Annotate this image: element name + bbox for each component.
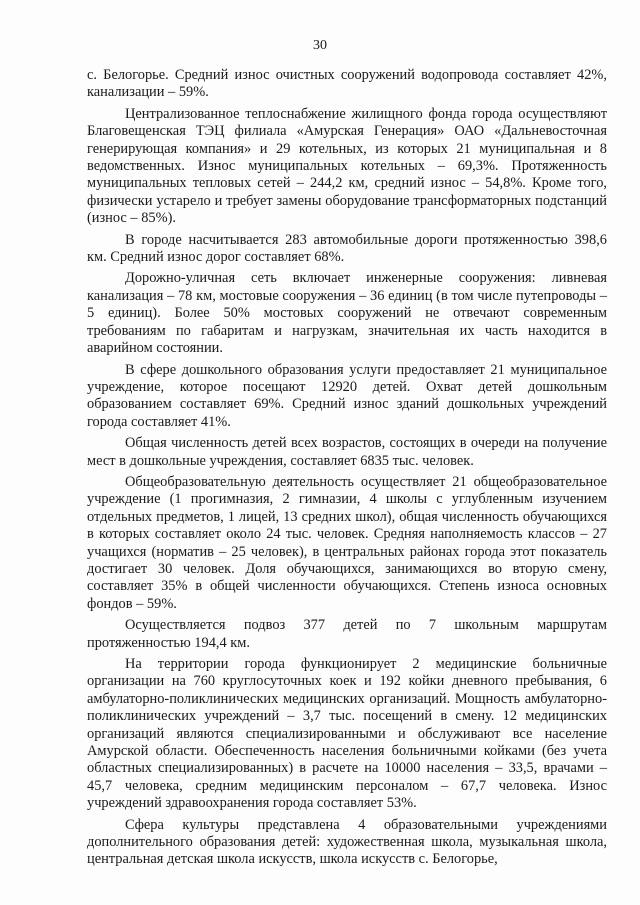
paragraph-heat-supply: Централизованное теплоснабжение жилищного фонда города осуществляют Благовещенская ТЭЦ филиала «Амурская Генерация» ОАО «Дальневосточная генерирующая компания» и 29 котельных, из которых 21 муниципальная и 8 ведомственных. Износ муниципальных котельных – 69,3%. Протяженность муниципальных тепловых сетей – 244,2 км, средний износ – 54,8%. Кроме того, физически устарело и требует замены оборудование трансформаторных подстанций (износ – 85%). [87, 105, 607, 227]
paragraph-culture: Сфера культуры представлена 4 образовательными учреждениями дополнительного образования детей: художественная школа, музыкальная школа, центральная детская школа искусств, школа искусств с. Белогорье, [87, 816, 607, 868]
body-text [87, 67, 607, 873]
page-number: 30 [313, 38, 327, 53]
paragraph-preschool-queue: Общая численность детей всех возрастов, состоящих в очереди на получение мест в дошкольные учреждения, составляет 6835 тыс. человек. [87, 435, 607, 469]
paragraph-general-education: Общеобразовательную деятельность осуществляет 21 общеобразовательное учреждение (1 прогимназия, 2 гимназии, 4 школы с углубленным изучением отдельных предметов, 1 лицей, 13 средних школ), общая численность обучающихся в которых составляет около 24 тыс. человек. Средняя наполняемость классов – 27 учащихся (норматив – 25 человек), в центральных районах города этот показатель достигает 30 человек. Доля обучающихся, занимающихся во вторую смену, составляет 35% в общей численности обучающихся. Степень износа основных фондов – 59%. [87, 473, 607, 612]
paragraph-road-network: Дорожно-уличная сеть включает инженерные сооружения: ливневая канализация – 78 км, мостовые сооружения – 36 единиц (в том числе путепроводы – 5 единиц). Более 50% мостовых сооружений не отвечают современным требованиям по габаритам и нагрузкам, значительная их часть находится в аварийном состоянии. [87, 270, 607, 357]
paragraph-school-transport: Осуществляется подвоз 377 детей по 7 школьным маршрутам протяженностью 194,4 км. [87, 617, 607, 651]
paragraph-water-supply: с. Белогорье. Средний износ очистных сооружений водопровода составляет 42%, канализации – 59%. [87, 67, 607, 101]
paragraph-preschool: В сфере дошкольного образования услуги предоставляет 21 муниципальное учреждение, которое посещают 12920 детей. Охват детей дошкольным образованием составляет 69%. Средний износ зданий дошкольных учреждений города составляет 41%. [87, 361, 607, 430]
paragraph-roads: В городе насчитывается 283 автомобильные дороги протяженностью 398,6 км. Средний износ дорог составляет 68%. [87, 231, 607, 266]
paragraph-healthcare: На территории города функционирует 2 медицинские больничные организации на 760 круглосуточных коек и 192 койки дневного пребывания, 6 амбулаторно-поликлинических медицинских организаций. Мощность амбулаторно-поликлинических учреждений – 3,7 тыс. посещений в смену. 12 медицинских организаций являются специализированными и обслуживают все население Амурской области. Обеспеченность населения больничными койками (без учета областных специализированных) в расчете на 10000 населения – 33,5, врачами – 45,7 человека, средним медицинским персоналом – 67,7 человека. Износ учреждений здравоохранения города составляет 53%. [87, 656, 607, 812]
